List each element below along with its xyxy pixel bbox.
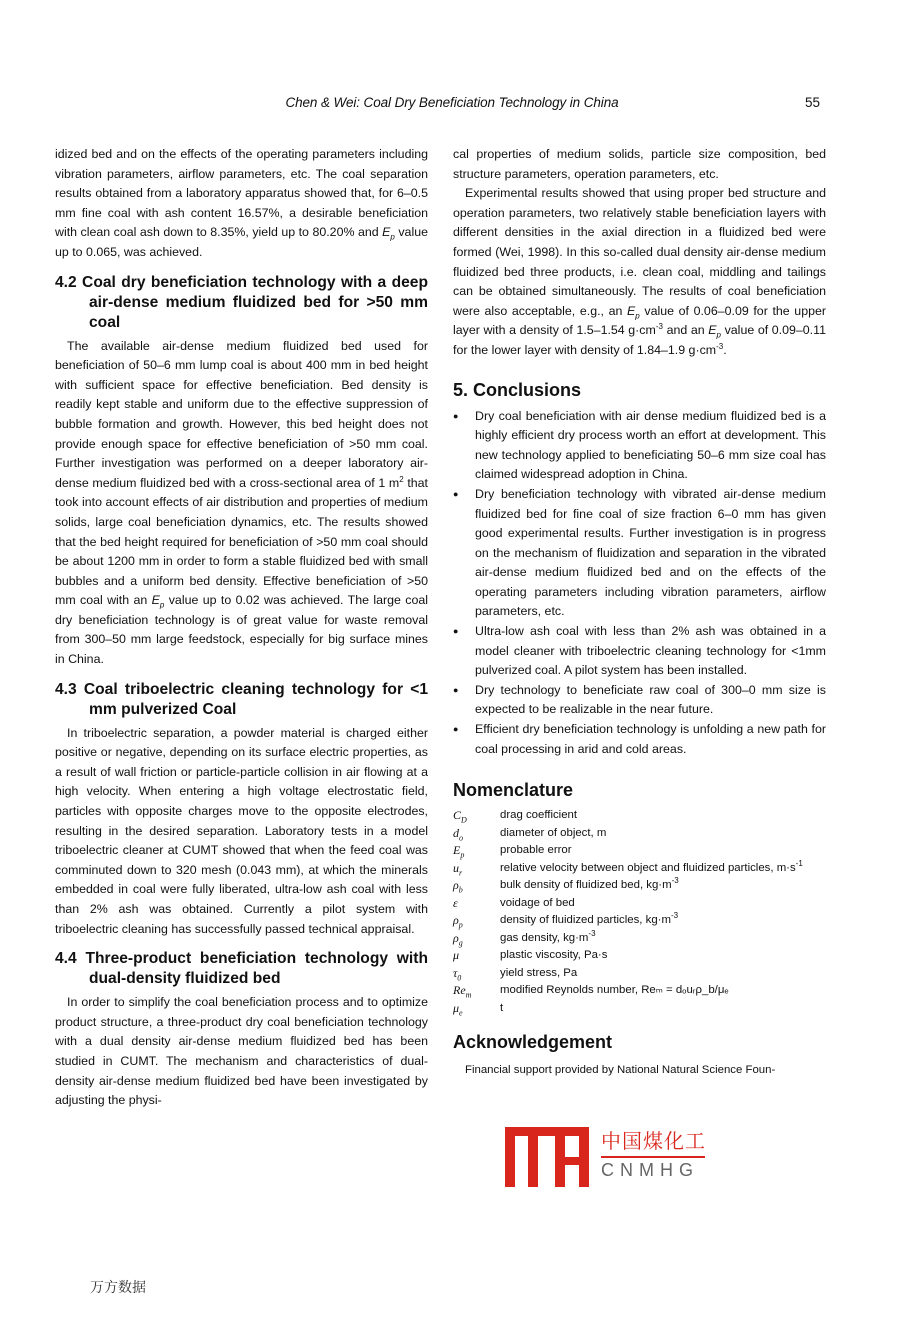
nomenclature-symbol xyxy=(453,947,500,965)
symbol-sub: r xyxy=(459,868,463,878)
symbol: d xyxy=(453,825,459,840)
nomenclature-row xyxy=(453,982,826,1000)
nomenclature-row xyxy=(453,895,826,913)
ep-sub: p xyxy=(635,311,640,321)
superscript: -1 xyxy=(795,858,803,868)
nomenclature-symbol xyxy=(453,825,500,843)
superscript: -3 xyxy=(670,911,679,921)
continued-paragraph xyxy=(55,145,428,263)
nomenclature-heading: Nomenclature xyxy=(453,780,574,801)
nomenclature-definition: probable error xyxy=(500,844,572,857)
nomenclature-list xyxy=(453,807,826,1017)
ep-letter: E xyxy=(382,225,391,240)
nomenclature-row xyxy=(453,930,826,948)
symbol: μ xyxy=(453,1000,460,1015)
page-number: 55 xyxy=(804,95,820,110)
nomenclature-row xyxy=(453,877,826,895)
nomenclature-row xyxy=(453,825,826,843)
nomenclature-definition xyxy=(500,912,826,930)
text: value up to 0.02 was achieved. The large coal dry beneficiation technology is of great value for waste removal from 300–50 mm large feedstock, especially for big surface mines in China. xyxy=(55,593,428,667)
section-4-4-paragraph: In order to simplify the coal beneficiation process and to optimize product structure, a three-product dry coal beneficiation technology with a dual density air-dense medium fluidized bed has been studied in CUMT. The mechanism and characteristics of dual-density air-dense medium fluidized bed have been investigated by adjusting the physi- xyxy=(55,995,428,1108)
text: value of 0.06–0.09 for the upper layer with a density of 1.5–1.54 g·cm xyxy=(453,303,826,338)
superscript: -3 xyxy=(588,928,596,938)
nomenclature-definition: plastic viscosity, Pa·s xyxy=(500,949,608,962)
ep-sub: p xyxy=(716,330,721,340)
text: value of 0.09–0.11 for the lower layer with density of 1.84–1.9 g·cm xyxy=(453,323,826,357)
symbol-sub: b xyxy=(458,885,463,895)
acknowledgement-text: Financial support provided by National Natural Science Foun- xyxy=(465,1064,776,1077)
text: value up to 0.065, was achieved. xyxy=(55,225,428,259)
text: Experimental results showed that using proper bed structure and operation parameters, two relatively stable beneficiation layers with different densities in the axial direction in a fluidized bed were formed (Wei, 1998). In this so-called dual density air-dense medium fluidized bed three products, i.e. clean coal, middling and tailings can be obtained simultaneously. The results of coal beneficiation were also acceptable, e.g., an xyxy=(453,186,826,318)
symbol: μ xyxy=(453,948,460,963)
symbol: ε xyxy=(453,895,458,910)
experimental-paragraph xyxy=(453,184,826,360)
cnmhg-watermark xyxy=(505,1127,720,1193)
superscript: 2 xyxy=(399,474,404,484)
conclusions-heading: 5. Conclusions xyxy=(453,379,582,400)
nomenclature-row xyxy=(453,1000,826,1018)
superscript: -3 xyxy=(671,876,679,886)
section-heading-4-3: 4.3 Coal triboelectric cleaning technology for <1 mm pulverized Coal xyxy=(55,680,428,718)
symbol: C xyxy=(453,808,462,823)
text: bulk density of fluidized bed, kg·m xyxy=(500,879,672,892)
conclusion-item: ● Ultra-low ash coal with less than 2% ash was obtained in a model cleaner with triboelectric cleaning technology for <1mm pulverized coal. A pilot system has been installed. xyxy=(453,622,826,681)
symbol-sub: o xyxy=(459,833,463,843)
conclusions-list xyxy=(453,407,826,760)
text: gas density, kg·m xyxy=(500,931,589,944)
nomenclature-row xyxy=(453,965,826,983)
nomenclature-row xyxy=(453,912,826,930)
nomenclature-symbol xyxy=(453,842,500,860)
symbol-sub: 0 xyxy=(457,973,462,983)
nomenclature-symbol xyxy=(453,930,500,948)
ep-letter: E xyxy=(708,323,717,338)
symbol-sub: p xyxy=(460,850,465,860)
ep-symbol xyxy=(708,323,721,340)
continued-paragraph: cal properties of medium solids, particle size composition, bed structure parameters, operation parameters, etc. xyxy=(453,147,826,181)
acknowledgement-heading: Acknowledgement xyxy=(453,1032,613,1053)
nomenclature-definition xyxy=(500,877,826,895)
nomenclature-definition: yield stress, Pa xyxy=(500,966,578,979)
symbol: ρ xyxy=(453,930,459,945)
symbol: ρ xyxy=(453,878,459,893)
nomenclature-row xyxy=(453,807,826,825)
text: . xyxy=(723,342,727,357)
symbol: u xyxy=(453,860,459,875)
nomenclature-definition: voidage of bed xyxy=(500,896,575,909)
section-heading-4-2: 4.2 Coal dry beneficiation technology with a deep air-dense medium fluidized bed for >50 mm coal xyxy=(55,273,428,331)
ep-letter: E xyxy=(627,303,636,318)
nomenclature-symbol xyxy=(453,982,500,1000)
section-heading-4-4: 4.4 Three-product beneficiation technology with dual-density fluidized bed xyxy=(55,950,428,988)
text: relative velocity between object and fluidized particles, m·s xyxy=(500,861,796,874)
nomenclature-symbol xyxy=(453,912,500,930)
nomenclature-row xyxy=(453,860,826,878)
nomenclature-symbol xyxy=(453,860,500,878)
nomenclature-row xyxy=(453,842,826,860)
nomenclature-symbol xyxy=(453,807,500,825)
symbol: E xyxy=(453,843,461,858)
nomenclature-definition xyxy=(500,930,826,948)
running-title: Chen & Wei: Coal Dry Beneficiation Technology in China xyxy=(285,95,619,110)
nomenclature-symbol xyxy=(453,1000,500,1018)
watermark-chinese-text: 中国煤化工 xyxy=(601,1131,706,1153)
conclusion-item: ● Efficient dry beneficiation technology is unfolding a new path for coal processing in arid and cold areas. xyxy=(453,720,826,759)
source-mark: 万方数据 xyxy=(90,1279,146,1295)
conclusion-item: ● Dry coal beneficiation with air dense medium fluidized bed is a highly efficient dry process worth an effort at development. This new technology applied to beneficiating 50–6 mm size coal has claimed widespread adoption in China. xyxy=(453,407,826,485)
nomenclature-definition: t xyxy=(500,1001,504,1014)
text: that took into account effects of air distribution and properties of medium solids, large coal beneficiation dynamics, etc. The results showed that the bed height required for beneficiation of >50 mm coal should be about 1200 mm in order to form a stable fluidized bed with small bubbles and a uniform bed density. Effective beneficiation of >50 mm coal with an xyxy=(55,475,428,608)
symbol-sub: D xyxy=(461,815,467,825)
mh-logo-icon xyxy=(505,1127,589,1187)
symbol-sub: g xyxy=(458,938,463,948)
conclusion-item: ● Dry technology to beneficiate raw coal of 300–0 mm size is expected to be realizable in the near future. xyxy=(453,681,826,720)
section-4-2-paragraph xyxy=(55,337,428,670)
nomenclature-definition: modified Reynolds number, Reₘ = dₒuᵣρ_b/μₑ xyxy=(500,984,729,997)
nomenclature-symbol xyxy=(453,895,500,913)
symbol: ρ xyxy=(453,913,459,928)
nomenclature-definition xyxy=(500,860,826,878)
text: and an xyxy=(662,323,709,338)
text: idized bed and on the effects of the operating parameters including vibration parameters, airflow parameters, etc. The coal separation results obtained from a laboratory apparatus showed that, for 6–0.5 mm fine coal with ash content 16.57%, a desirable beneficiation with clean coal ash down to 8.35%, yield up to 80.20% and xyxy=(55,147,428,240)
left-column xyxy=(55,145,428,1111)
nomenclature-definition: drag coefficient xyxy=(500,809,578,822)
ep-sub: p xyxy=(159,600,165,610)
superscript: -3 xyxy=(655,322,663,332)
watermark-english-text: CNMHG xyxy=(601,1160,699,1180)
nomenclature-symbol xyxy=(453,965,500,983)
ep-symbol xyxy=(151,593,165,610)
symbol-sub: m xyxy=(465,990,472,1000)
nomenclature-row xyxy=(453,947,826,965)
ep-letter: E xyxy=(151,593,160,608)
symbol-sub: e xyxy=(459,1008,463,1018)
text: density of fluidized particles, kg·m xyxy=(500,914,671,927)
nomenclature-symbol xyxy=(453,877,500,895)
text: The available air-dense medium fluidized bed used for beneficiation of 50–6 mm lump coal is about 400 mm in bed height with sufficient space for effective beneficiation. Bed density is readily kept stable and uniform due to the effective suppression of bubble formation and growth. However, this bed height does not provide enough space for effective beneficiation of >50 mm coal. Further investigation was performed on a deeper laboratory air-dense medium fluidized bed with a cross-sectional area of 1 m xyxy=(55,338,428,490)
ep-symbol xyxy=(382,225,395,242)
conclusion-item: ● Dry beneficiation technology with vibrated air-dense medium fluidized bed for fine coal of size fraction 6–0 mm has given good experimental results. Further investigation is in progress on the mechanism of fluidization and separation in the vibrated air-dense medium fluidized bed and on the effects of the operating parameters including vibration parameters, airflow parameters, etc. xyxy=(453,485,826,622)
section-4-3-paragraph: In triboelectric separation, a powder material is charged either positive or negative, depending on its surface electric properties, as a result of wall friction or particle-particle collision in air flowing at a high velocity. When entering a high voltage electrostatic field, particles with opposite charges move to the opposite electrodes, resulting in the desired separation. Laboratory tests in a model triboelectric cleaner at CUMT showed that when the feed coal was comminuted down to 320 mesh (0.043 mm), at which the minerals embedded in coal were fully liberated, ultra-low ash coal with less than 2% ash was obtained. Currently a pilot system with triboelectric cleaning has successfully passed technical appraisal. xyxy=(55,725,428,936)
symbol-sub: p xyxy=(458,920,463,930)
watermark-divider xyxy=(601,1156,705,1158)
superscript: -3 xyxy=(716,341,724,351)
ep-symbol xyxy=(627,303,640,321)
symbol: Re xyxy=(453,983,466,998)
ep-sub: p xyxy=(390,232,395,242)
page-header xyxy=(0,95,904,115)
right-column xyxy=(453,145,826,1081)
nomenclature-definition: diameter of object, m xyxy=(500,826,607,839)
symbol: τ xyxy=(453,965,458,980)
